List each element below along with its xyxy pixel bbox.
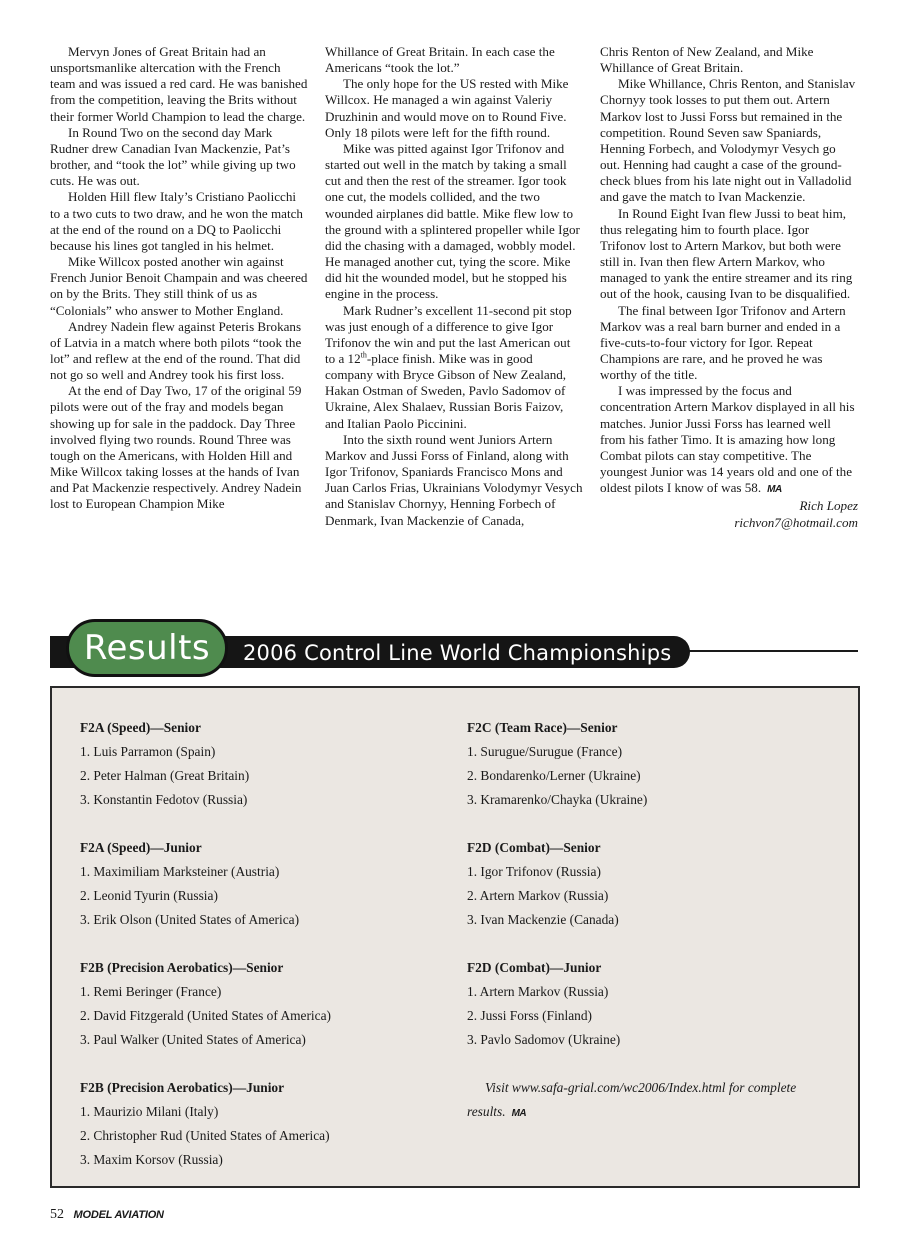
result-entry: 2. David Fitzgerald (United States of America) bbox=[80, 1008, 332, 1023]
end-mark: MA bbox=[511, 1108, 527, 1119]
paragraph-text: I was impressed by the focus and concentration Artern Markov displayed in all his matches. Junior Jussi Forss has learned well from his father Timo. It is amazing how long Combat pilots can stay competitive. The youngest Junior was 14 years old and one of the oldest pilots I know of was 58. bbox=[600, 383, 855, 496]
banner-rule bbox=[670, 650, 858, 652]
visit-text: Visit www.safa-grial.com/wc2006/Index.html for complete results. bbox=[467, 1080, 797, 1119]
paragraph: Mike Willcox posted another win against French Junior Benoit Champain and was cheered on by the Brits. They still think of us as “Colonials” who answer to Mother England. bbox=[50, 254, 308, 318]
results-column-right bbox=[467, 716, 837, 1126]
results-categories bbox=[467, 716, 837, 1052]
result-entry: 2. Artern Markov (Russia) bbox=[467, 888, 609, 903]
ordinal-suffix: th bbox=[360, 350, 367, 360]
result-entry: 3. Pavlo Sadomov (Ukraine) bbox=[467, 1032, 621, 1047]
paragraph: In Round Eight Ivan flew Jussi to beat him, thus relegating him to fourth place. Igor Trifonov lost to Artern Markov, but both were still in. Ivan then flew Artern Markov, who managed to yank the entire streamer and its ring out of the hook, causing Ivan to be disqualified. bbox=[600, 205, 853, 302]
result-entry: 2. Christopher Rud (United States of America) bbox=[80, 1128, 330, 1143]
paragraph bbox=[600, 383, 858, 498]
paragraph-text: -place finish. Mike was in good company with Bryce Gibson of New Zealand, Hakan Ostman of Sweden, Pavlo Sadomov of Ukraine, Alex Shalaev, Russian Boris Faizov, and Italian Paolo Piccinini. bbox=[325, 350, 567, 431]
end-mark: MA bbox=[767, 484, 782, 496]
article-column-3 bbox=[600, 44, 858, 531]
result-entry: 1. Igor Trifonov (Russia) bbox=[467, 864, 601, 879]
paragraph: Whillance of Great Britain. In each case the Americans “took the lot.” bbox=[325, 44, 555, 76]
result-entry: 1. Maximiliam Marksteiner (Austria) bbox=[80, 864, 280, 879]
result-category bbox=[467, 956, 837, 1052]
result-entry: 2. Leonid Tyurin (Russia) bbox=[80, 888, 218, 903]
paragraph bbox=[325, 303, 583, 432]
result-entry: 3. Erik Olson (United States of America) bbox=[80, 912, 300, 927]
page-number: 52 bbox=[50, 1207, 64, 1222]
result-entry: 3. Konstantin Fedotov (Russia) bbox=[80, 792, 248, 807]
result-entry: 1. Artern Markov (Russia) bbox=[467, 984, 609, 999]
paragraph: The only hope for the US rested with Mike Willcox. He managed a win against Valeriy Druzhinin and would move on to Round Five. Only 18 pilots were left for the fifth round. bbox=[325, 76, 569, 140]
result-entry: 2. Jussi Forss (Finland) bbox=[467, 1008, 592, 1023]
results-link-note bbox=[467, 1076, 837, 1126]
page-footer bbox=[50, 1207, 164, 1223]
result-entry: 3. Ivan Mackenzie (Canada) bbox=[467, 912, 619, 927]
result-category bbox=[467, 836, 837, 932]
category-heading: F2D (Combat)—Senior bbox=[467, 840, 601, 855]
result-entry: 1. Luis Parramon (Spain) bbox=[80, 744, 216, 759]
result-entry: 3. Maxim Korsov (Russia) bbox=[80, 1152, 223, 1167]
category-heading: F2A (Speed)—Junior bbox=[80, 840, 202, 855]
result-entry: 2. Peter Halman (Great Britain) bbox=[80, 768, 250, 783]
result-category bbox=[80, 716, 450, 812]
paragraph: The final between Igor Trifonov and Artern Markov was a real barn burner and ended in a five-cuts-to-four victory for Igor. Repeat Champions are rare, and he proved he was worthy of the title. bbox=[600, 302, 846, 383]
category-heading: F2D (Combat)—Junior bbox=[467, 960, 602, 975]
author-email: richvon7@hotmail.com bbox=[734, 514, 858, 530]
magazine-name: MODEL AVIATION bbox=[73, 1209, 164, 1221]
article-column-1 bbox=[50, 44, 308, 513]
paragraph: Mike Whillance, Chris Renton, and Stanislav Chornyy took losses to put them out. Artern Markov lost to Jussi Forss but remained in the competition. Round Seven saw Spaniards, Henning Forbech, and Volodymyr Vesych go out. Henning had caught a case of the ground-check blues from his late night out in Valladolid and gave the match to Ivan Mackenzie. bbox=[600, 76, 856, 205]
result-entry: 1. Maurizio Milani (Italy) bbox=[80, 1104, 219, 1119]
article-column-2 bbox=[325, 44, 583, 529]
results-banner bbox=[50, 618, 858, 680]
author-name: Rich Lopez bbox=[799, 498, 858, 514]
paragraph: Mike was pitted against Igor Trifonov and started out well in the match by taking a small cut and then the rest of the streamer. Igor took one cut, the models collided, and the two wounded airplanes did battle. Mike flew low to the ground with a splintered propeller while Igor did the chasing with a damaged, wobbly model. He managed another cut, tying the score. Mike did hit the wounded model, but he stopped his engine in the process. bbox=[325, 140, 580, 302]
result-entry: 1. Surugue/Surugue (France) bbox=[467, 744, 623, 759]
result-entry: 3. Paul Walker (United States of America) bbox=[80, 1032, 306, 1047]
results-box bbox=[50, 686, 860, 1188]
paragraph-text: Mark Rudner’s excellent 11-second pit stop was just enough of a difference to give Igor Trifonov the win and put the last American out to a 12 bbox=[325, 302, 572, 366]
banner-title: 2006 Control Line World Championships bbox=[243, 641, 672, 665]
results-column-left bbox=[80, 716, 450, 1196]
category-heading: F2A (Speed)—Senior bbox=[80, 720, 201, 735]
paragraph: Chris Renton of New Zealand, and Mike Whillance of Great Britain. bbox=[600, 44, 814, 76]
category-heading: F2B (Precision Aerobatics)—Senior bbox=[80, 960, 284, 975]
category-heading: F2B (Precision Aerobatics)—Junior bbox=[80, 1080, 285, 1095]
paragraph: At the end of Day Two, 17 of the original 59 pilots were out of the fray and models began showing up for sale in the paddock. Day Three involved flying two rounds. Round Three was tough on the Americans, with Holden Hill and Mike Willcox taking losses at the hands of Ivan and Pat Mackenzie respectively. Andrey Nadein lost to European Champion Mike bbox=[50, 383, 302, 512]
paragraph: Holden Hill flew Italy’s Cristiano Paolicchi to a two cuts to two draw, and he won the match at the end of the round on a DQ to Paolicchi because his lines got tangled in his helmet. bbox=[50, 189, 303, 253]
result-category bbox=[80, 1076, 450, 1172]
result-category bbox=[467, 716, 837, 812]
paragraph: In Round Two on the second day Mark Rudner drew Canadian Ivan Mackenzie, Pat’s brother, and “took the lot” while giving up two cuts. He was out. bbox=[50, 124, 296, 189]
paragraph: Into the sixth round went Juniors Artern Markov and Jussi Forss of Finland, along with Igor Trifonov, Spaniards Francisco Mons and Juan Carlos Frias, Ukrainians Volodymyr Vesych and Stanislav Chornyy, Henning Forbech of Denmark, Ivan Mackenzie of Canada, bbox=[325, 431, 583, 528]
result-category bbox=[80, 956, 450, 1052]
result-entry: 1. Remi Beringer (France) bbox=[80, 984, 222, 999]
result-category bbox=[80, 836, 450, 932]
paragraph: Mervyn Jones of Great Britain had an unsportsmanlike altercation with the French team and was issued a red card. He was banished from the competition, leaving the Brits without their former World Champion to lead the charge. bbox=[50, 44, 308, 124]
category-heading: F2C (Team Race)—Senior bbox=[467, 720, 618, 735]
results-label: Results bbox=[66, 619, 228, 677]
paragraph: Andrey Nadein flew against Peteris Brokans of Latvia in a match where both pilots “took the lot” and reflew at the end of the round. That did not go so well and Andrey took his first loss. bbox=[50, 318, 302, 383]
result-entry: 2. Bondarenko/Lerner (Ukraine) bbox=[467, 768, 641, 783]
result-entry: 3. Kramarenko/Chayka (Ukraine) bbox=[467, 792, 648, 807]
